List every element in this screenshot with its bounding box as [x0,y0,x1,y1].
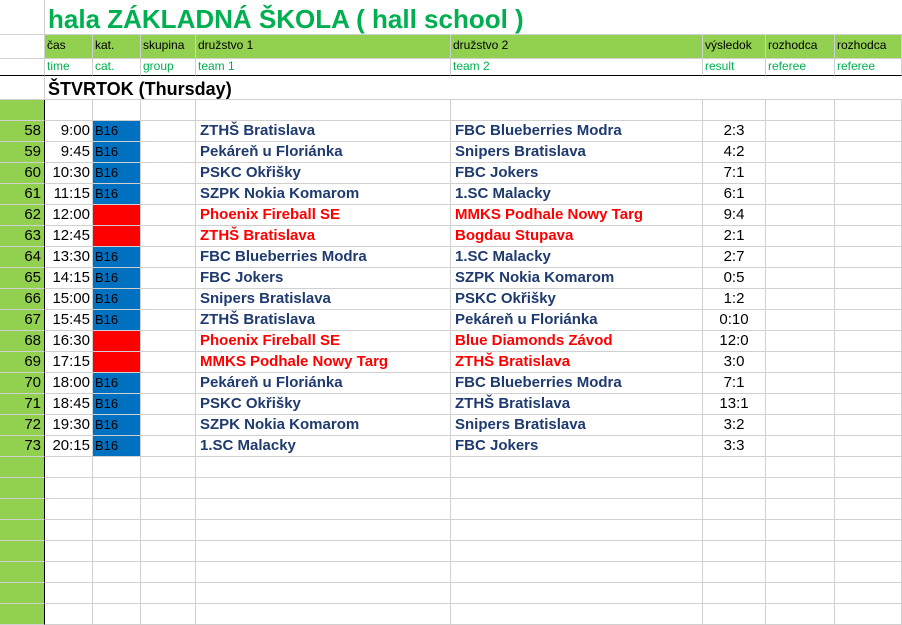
referee2-cell[interactable] [835,184,902,205]
match-row [0,226,902,247]
empty-cell[interactable] [196,520,451,541]
team2-cell[interactable]: FBC Jokers [451,163,703,184]
referee2-cell[interactable] [835,373,902,394]
match-time[interactable]: 9:45 [45,142,93,163]
day-label: ŠTVRTOK (Thursday) [48,79,232,99]
category-cell[interactable]: B16 [93,310,141,331]
match-number[interactable]: 62 [0,205,45,226]
referee1-cell[interactable] [766,184,835,205]
empty-cell[interactable] [766,478,835,499]
group-cell[interactable] [141,247,196,268]
category-cell[interactable]: B16 [93,142,141,163]
group-cell[interactable] [141,415,196,436]
group-cell[interactable] [141,289,196,310]
match-time[interactable]: 17:15 [45,352,93,373]
match-row [0,268,902,289]
group-cell[interactable] [141,436,196,457]
row-header[interactable] [0,478,45,499]
result-cell[interactable]: 2:7 [703,247,766,268]
result-cell[interactable]: 6:1 [703,184,766,205]
empty-cell[interactable] [196,478,451,499]
referee2-cell[interactable] [835,352,902,373]
match-row [0,121,902,142]
empty-row [0,100,902,121]
group-cell[interactable] [141,184,196,205]
team2-cell[interactable]: 1.SC Malacky [451,184,703,205]
team2-cell[interactable]: SZPK Nokia Komarom [451,268,703,289]
group-cell[interactable] [141,373,196,394]
referee1-cell[interactable] [766,121,835,142]
referee1-cell[interactable] [766,268,835,289]
match-time[interactable]: 11:15 [45,184,93,205]
group-cell[interactable] [141,142,196,163]
page-title: hala ZÁKLADNÁ ŠKOLA ( hall school ) [48,4,524,34]
empty-cell[interactable] [141,562,196,583]
result-cell[interactable]: 2:3 [703,121,766,142]
match-row [0,436,902,457]
result-cell[interactable]: 7:1 [703,373,766,394]
referee1-cell[interactable] [766,373,835,394]
referee1-cell[interactable] [766,226,835,247]
row-header[interactable] [0,59,45,76]
referee2-cell[interactable] [835,415,902,436]
empty-cell[interactable] [45,562,93,583]
team2-cell[interactable]: Bogdau Stupava [451,226,703,247]
match-row [0,289,902,310]
empty-cell[interactable] [45,499,93,520]
match-time[interactable]: 10:30 [45,163,93,184]
category-cell[interactable]: B16 [93,289,141,310]
team2-cell[interactable]: ZTHŠ Bratislava [451,352,703,373]
result-cell[interactable]: 3:3 [703,436,766,457]
match-row [0,184,902,205]
match-row [0,205,902,226]
empty-cell[interactable] [835,499,902,520]
empty-cell[interactable] [835,457,902,478]
match-number[interactable]: 71 [0,394,45,415]
team2-cell[interactable]: PSKC Okřišky [451,289,703,310]
empty-cell[interactable] [45,520,93,541]
group-cell[interactable] [141,226,196,247]
empty-cell[interactable] [141,520,196,541]
header-team2[interactable]: družstvo 2 [451,35,703,59]
empty-cell[interactable] [835,583,902,604]
match-number[interactable]: 72 [0,415,45,436]
category-cell[interactable]: B16 [93,163,141,184]
category-cell[interactable]: B16 [93,436,141,457]
empty-row [0,583,902,604]
row-header[interactable] [0,100,45,121]
empty-cell[interactable] [703,478,766,499]
category-cell[interactable]: B16 [93,373,141,394]
match-number[interactable]: 63 [0,226,45,247]
group-cell[interactable] [141,331,196,352]
group-cell[interactable] [141,163,196,184]
team1-cell[interactable]: SZPK Nokia Komarom [196,184,451,205]
match-time[interactable]: 16:30 [45,331,93,352]
empty-cell[interactable] [196,541,451,562]
team1-cell[interactable]: Phoenix Fireball SE [196,205,451,226]
subheader-group[interactable]: group [141,59,196,76]
result-cell[interactable]: 0:10 [703,310,766,331]
subheader-cat[interactable]: cat. [93,59,141,76]
team2-cell[interactable]: FBC Jokers [451,436,703,457]
empty-cell[interactable] [45,541,93,562]
match-number[interactable]: 60 [0,163,45,184]
empty-cell[interactable] [766,520,835,541]
referee1-cell[interactable] [766,310,835,331]
referee1-cell[interactable] [766,289,835,310]
empty-cell[interactable] [703,499,766,520]
empty-cell[interactable] [141,541,196,562]
match-time[interactable]: 18:45 [45,394,93,415]
match-row [0,394,902,415]
referee2-cell[interactable] [835,310,902,331]
referee2-cell[interactable] [835,436,902,457]
row-header[interactable] [0,35,45,59]
result-cell[interactable]: 7:1 [703,163,766,184]
match-time[interactable]: 18:00 [45,373,93,394]
category-cell[interactable] [93,226,141,247]
row-header[interactable] [0,76,45,100]
empty-cell[interactable] [196,499,451,520]
empty-row [0,520,902,541]
empty-cell[interactable] [703,100,766,121]
empty-cell[interactable] [196,562,451,583]
team1-cell[interactable]: ZTHŠ Bratislava [196,121,451,142]
category-cell[interactable]: B16 [93,121,141,142]
match-row [0,331,902,352]
row-header[interactable] [0,562,45,583]
empty-cell[interactable] [835,562,902,583]
empty-cell[interactable] [93,520,141,541]
empty-cell[interactable] [835,100,902,121]
referee2-cell[interactable] [835,121,902,142]
match-number[interactable]: 70 [0,373,45,394]
group-cell[interactable] [141,352,196,373]
category-cell[interactable] [93,352,141,373]
team1-cell[interactable]: ZTHŠ Bratislava [196,310,451,331]
row-header[interactable] [0,499,45,520]
empty-cell[interactable] [766,457,835,478]
result-cell[interactable]: 3:2 [703,415,766,436]
subheader-team2[interactable]: team 2 [451,59,703,76]
empty-cell[interactable] [141,583,196,604]
empty-cell[interactable] [93,541,141,562]
match-time[interactable]: 14:15 [45,268,93,289]
referee2-cell[interactable] [835,289,902,310]
empty-cell[interactable] [451,541,703,562]
subheader-time[interactable]: time [45,59,93,76]
match-number[interactable]: 67 [0,310,45,331]
empty-cell[interactable] [835,478,902,499]
group-cell[interactable] [141,310,196,331]
subheader-team1[interactable]: team 1 [196,59,451,76]
empty-cell[interactable] [703,583,766,604]
referee2-cell[interactable] [835,247,902,268]
empty-cell[interactable] [196,457,451,478]
empty-cell[interactable] [141,457,196,478]
referee1-cell[interactable] [766,163,835,184]
empty-cell[interactable] [93,562,141,583]
empty-cell[interactable] [835,520,902,541]
row-header[interactable] [0,520,45,541]
match-time[interactable]: 13:30 [45,247,93,268]
row-header[interactable] [0,541,45,562]
header-result[interactable]: výsledok [703,35,766,59]
referee1-cell[interactable] [766,436,835,457]
row-header[interactable] [0,457,45,478]
match-time[interactable]: 15:45 [45,310,93,331]
match-number[interactable]: 66 [0,289,45,310]
team2-cell[interactable]: FBC Blueberries Modra [451,121,703,142]
category-cell[interactable] [93,205,141,226]
referee2-cell[interactable] [835,163,902,184]
referee2-cell[interactable] [835,142,902,163]
empty-cell[interactable] [196,583,451,604]
referee1-cell[interactable] [766,247,835,268]
subheader-referee-1[interactable]: referee [766,59,835,76]
team2-cell[interactable]: Snipers Bratislava [451,415,703,436]
team1-cell[interactable]: 1.SC Malacky [196,436,451,457]
empty-cell[interactable] [141,478,196,499]
team1-cell[interactable]: PSKC Okřišky [196,163,451,184]
group-cell[interactable] [141,205,196,226]
match-time[interactable]: 20:15 [45,436,93,457]
team2-cell[interactable]: Blue Diamonds Závod [451,331,703,352]
team2-cell[interactable]: Snipers Bratislava [451,142,703,163]
group-cell[interactable] [141,394,196,415]
subheader-row [0,59,902,76]
empty-cell[interactable] [45,583,93,604]
category-cell[interactable]: B16 [93,415,141,436]
team1-cell[interactable]: ZTHŠ Bratislava [196,226,451,247]
empty-row [0,499,902,520]
referee2-cell[interactable] [835,205,902,226]
referee1-cell[interactable] [766,415,835,436]
empty-cell[interactable] [45,100,93,121]
header-cat[interactable]: kat. [93,35,141,59]
match-number[interactable]: 65 [0,268,45,289]
empty-cell[interactable] [196,100,451,121]
team1-cell[interactable]: Pekáreň u Floriánka [196,142,451,163]
empty-cell[interactable] [93,478,141,499]
empty-row [0,457,902,478]
empty-cell[interactable] [451,100,703,121]
group-cell[interactable] [141,121,196,142]
empty-cell[interactable] [93,100,141,121]
team1-cell[interactable]: MMKS Podhale Nowy Targ [196,352,451,373]
match-row [0,163,902,184]
match-number[interactable]: 59 [0,142,45,163]
subheader-referee-2[interactable]: referee [835,59,902,76]
empty-cell[interactable] [835,541,902,562]
group-cell[interactable] [141,268,196,289]
empty-cell[interactable] [766,541,835,562]
empty-row [0,562,902,583]
match-number[interactable]: 58 [0,121,45,142]
category-cell[interactable]: B16 [93,394,141,415]
empty-cell[interactable] [703,520,766,541]
referee1-cell[interactable] [766,205,835,226]
row-header[interactable] [0,583,45,604]
row-header[interactable] [0,0,45,35]
result-cell[interactable]: 9:4 [703,205,766,226]
match-row [0,373,902,394]
empty-cell[interactable] [703,541,766,562]
empty-cell[interactable] [451,478,703,499]
empty-cell[interactable] [766,562,835,583]
category-cell[interactable]: B16 [93,268,141,289]
team2-cell[interactable]: Pekáreň u Floriánka [451,310,703,331]
match-time[interactable]: 15:00 [45,289,93,310]
match-time[interactable]: 9:00 [45,121,93,142]
result-cell[interactable]: 4:2 [703,142,766,163]
empty-cell[interactable] [766,583,835,604]
header-referee-2[interactable]: rozhodca [835,35,902,59]
category-cell[interactable] [93,331,141,352]
referee2-cell[interactable] [835,268,902,289]
team2-cell[interactable]: 1.SC Malacky [451,247,703,268]
empty-cell[interactable] [451,499,703,520]
header-referee-1[interactable]: rozhodca [766,35,835,59]
result-cell[interactable]: 1:2 [703,289,766,310]
result-cell[interactable]: 0:5 [703,268,766,289]
empty-cell[interactable] [93,499,141,520]
team1-cell[interactable]: FBC Jokers [196,268,451,289]
empty-row [0,478,902,499]
empty-cell[interactable] [45,478,93,499]
team1-cell[interactable]: FBC Blueberries Modra [196,247,451,268]
match-row [0,142,902,163]
empty-cell[interactable] [141,499,196,520]
result-cell[interactable]: 13:1 [703,394,766,415]
referee1-cell[interactable] [766,394,835,415]
referee2-cell[interactable] [835,331,902,352]
empty-cell[interactable] [45,457,93,478]
empty-cell[interactable] [766,499,835,520]
referee1-cell[interactable] [766,352,835,373]
referee2-cell[interactable] [835,226,902,247]
match-time[interactable]: 19:30 [45,415,93,436]
match-row [0,247,902,268]
match-number[interactable]: 73 [0,436,45,457]
match-row [0,310,902,331]
subheader-result[interactable]: result [703,59,766,76]
empty-cell[interactable] [451,562,703,583]
category-cell[interactable]: B16 [93,247,141,268]
team1-cell[interactable]: Phoenix Fireball SE [196,331,451,352]
match-row [0,415,902,436]
empty-cell[interactable] [93,583,141,604]
empty-cell[interactable] [703,562,766,583]
referee1-cell[interactable] [766,331,835,352]
category-cell[interactable]: B16 [93,184,141,205]
empty-cell[interactable] [141,100,196,121]
team1-cell[interactable]: SZPK Nokia Komarom [196,415,451,436]
empty-cell[interactable] [766,100,835,121]
header-time[interactable]: čas [45,35,93,59]
match-row [0,352,902,373]
header-group[interactable]: skupina [141,35,196,59]
match-time[interactable]: 12:00 [45,205,93,226]
result-cell[interactable]: 2:1 [703,226,766,247]
match-time[interactable]: 12:45 [45,226,93,247]
referee1-cell[interactable] [766,142,835,163]
match-number[interactable]: 64 [0,247,45,268]
empty-cell[interactable] [703,457,766,478]
team2-cell[interactable]: FBC Blueberries Modra [451,373,703,394]
match-number[interactable]: 68 [0,331,45,352]
empty-row [0,541,902,562]
team1-cell[interactable]: Pekáreň u Floriánka [196,373,451,394]
team1-cell[interactable]: PSKC Okřišky [196,394,451,415]
result-cell[interactable]: 12:0 [703,331,766,352]
header-team1[interactable]: družstvo 1 [196,35,451,59]
referee2-cell[interactable] [835,394,902,415]
empty-cell[interactable] [93,457,141,478]
result-cell[interactable]: 3:0 [703,352,766,373]
empty-cell[interactable] [451,457,703,478]
team1-cell[interactable]: Snipers Bratislava [196,289,451,310]
team2-cell[interactable]: MMKS Podhale Nowy Targ [451,205,703,226]
team2-cell[interactable]: ZTHŠ Bratislava [451,394,703,415]
header-row [0,35,902,59]
empty-cell[interactable] [451,520,703,541]
empty-cell[interactable] [451,583,703,604]
match-number[interactable]: 61 [0,184,45,205]
match-number[interactable]: 69 [0,352,45,373]
